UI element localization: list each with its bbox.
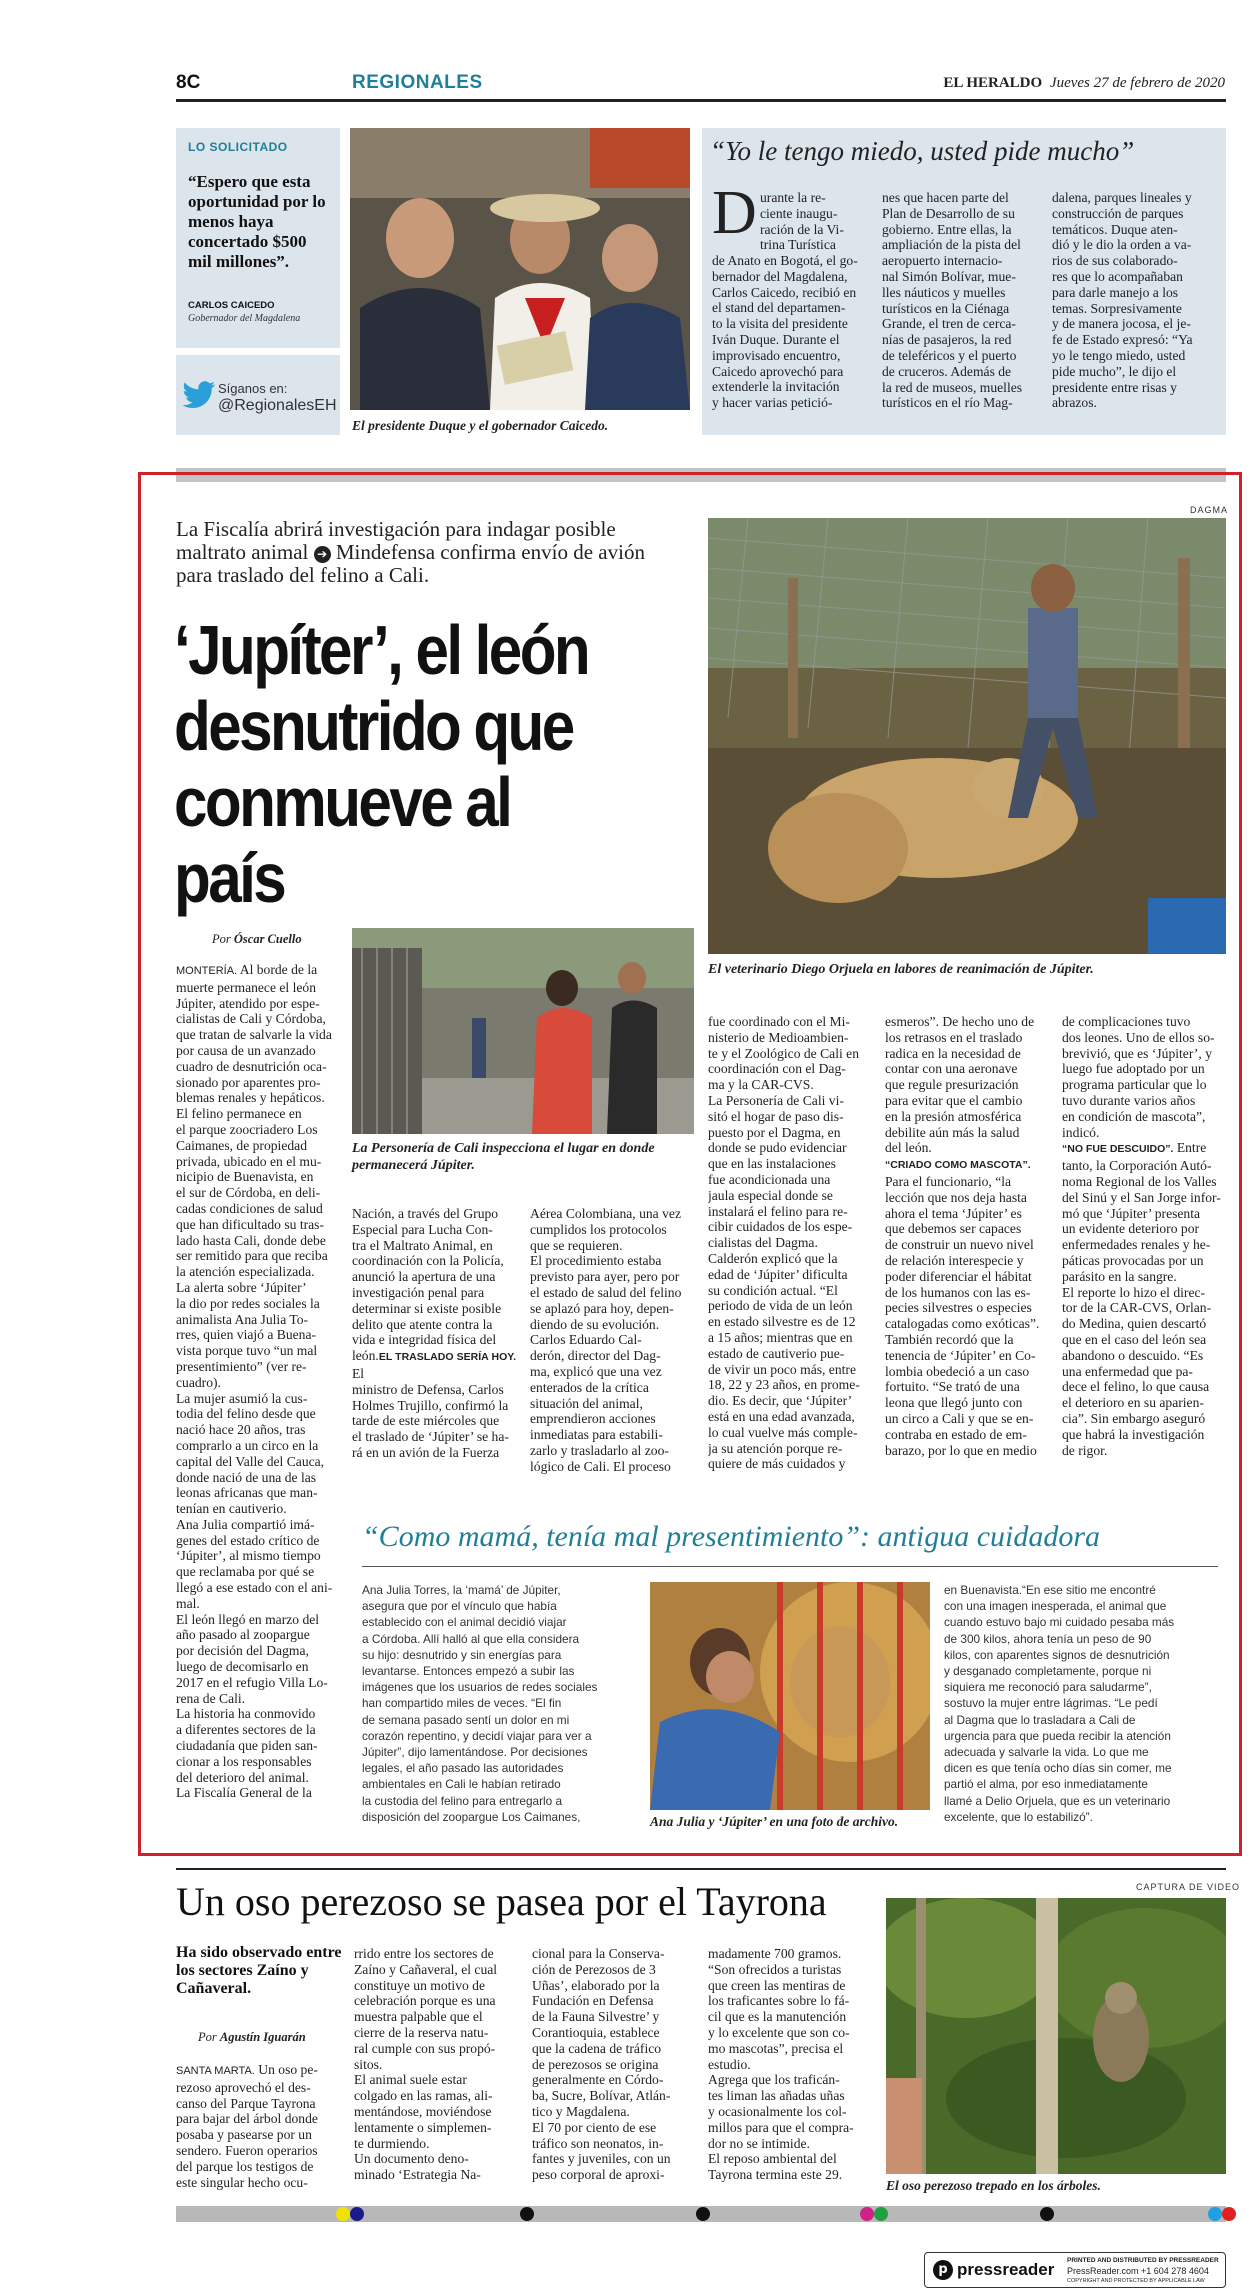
twitter-bird-icon xyxy=(182,381,216,409)
reg-mark-black-3 xyxy=(1040,2207,1054,2221)
byline-prefix: Por xyxy=(212,932,231,946)
lion-col2 xyxy=(352,1206,516,1506)
sloth-byline-author: Agustín Iguarán xyxy=(219,2030,306,2044)
quote-author-role: Gobernador del Magdalena xyxy=(188,313,301,324)
pressreader-line2: PressReader.com +1 604 278 4604 xyxy=(1067,2266,1209,2276)
sloth-col1-text: Un oso pe- rezoso aprovechó el des- canso del Parque Tayrona para bajar del árbol donde posaba y pasearse por un sendero. Fueron operarios del parque los testigos de este singular hecho ocu- xyxy=(176,2062,318,2190)
lion-col6-b: Entre tanto, la Corporación Autó- noma Regional de los Valles del Sinú y el San Jorge infor- mó que ‘Júpiter’ presenta un evidente deterioro por enfermedades renales y he- páticas provocadas por un parásito en la sangre. El reporte lo hizo el direc- tor de la CAR-CVS, Orlan- do Medina, quien descartó que en el caso del león sea abandono o descuido. “Es una enfermedad que pa- dece el felino, lo que causa el deterioro en su aparien- cia”. Sin embargo aseguró que habrá la investigación de rigor. xyxy=(1062,1140,1221,1458)
sloth-col3: cional para la Conserva- ción de Perezosos de 3 Uñas’, elaborado por la Fundación en Defensa de la Fauna Silvestre’ y Corantioquia, establece que la cadena de tráfico de perezosos se origina generalmente en Córdo- ba, Sucre, Bolívar, Atlán- tico y Magdalena. El 70 por ciento de ese tráfico son neonatos, in- fantes y juveniles, con un peso corporal de aproxi- xyxy=(532,1946,671,2183)
lion-col4: fue coordinado con el Mi- nisterio de Medioambien- te y el Zoológico de Cali en coordinación con el Dag- ma y la CAR-CVS. La Personería de Cali vi- sitó el hogar de paso dis- puesto por el Dagma, en donde se pudo evidenciar que en las instalaciones fue acondicionada una jaula especial donde se instalará el felino para re- cibir cuidados de los espe- cialistas del Dagma. Calderón explicó que la edad de ‘Júpiter’ dificulta su condición actual. “El periodo de vida de un león en estado silvestre es de 12 a 15 años; mientras que en estado de cautiverio pue- de vivir un poco más, entre 18, 22 y 23 años, en prome- dio. Es decir, que ‘Júpiter’ está en una edad avanzada, lo cual vuelve más comple- ja su atención porque re- quiere de más cuidados y xyxy=(708,1014,860,1472)
top-story-col2: nes que hacen parte del Plan de Desarrollo de su gobierno. Entre ellas, la ampliación de la pista del aeropuerto internacio- nal Simón Bolívar, mue- lles náuticos y muelles turísticos en la Ciénaga Grande, el tren de cerca- nías de pasajeros, la red de teleféricos y el puerto de cruceros. Además de la red de museos, muelles turísticos en el río Mag- xyxy=(882,190,1023,411)
lion-col5 xyxy=(885,1014,1047,1514)
reg-mark-magenta xyxy=(860,2207,874,2221)
sloth-dateline: SANTA MARTA. xyxy=(176,2065,255,2077)
lion-deck xyxy=(176,518,686,587)
top-story-col3: dalena, parques lineales y construcción de parques temáticos. Duque aten- dió y le dio la orden a va- rios de sus colaborado- res que lo acompañaban para darle manejo a los temas. Sorpresivamente y de manera jocosa, el je- fe de Estado expresó: “Ya yo le tengo miedo, usted pide mucho”, le dijo el presidente entre risas y abrazos. xyxy=(1052,190,1193,411)
ana-julia-photo xyxy=(650,1582,930,1810)
section-name: REGIONALES xyxy=(352,72,483,93)
header-rule xyxy=(176,99,1226,102)
lion-col1-text: Al borde de la muerte permanece el león Júpiter, atendido por espe- cialistas de Cali y Córdoba, que tratan de salvarle la vida por causa de un avanzado cuadro de desnutrición oca- sionado por aparentes pro- blemas renales y hepáticos. El felino permanece en el parque zoocriadero Los Caimanes, de propiedad privada, ubicado en el mu- nicipio de Buenavista, en el sur de Córdoba, en deli- cadas condiciones de salud que han dificultado su tras- lado hasta Cali, donde debe ser remitido para que reciba la atención especializada. La alerta sobre ‘Júpiter’ la dio por redes sociales la animalista Ana Julia To- rres, quien viajó a Buena- vista porque tuvo “un mal presentimiento” (ver re- cuadro). La mujer asumió la cus- todia del felino desde que nació hace 20 años, tras comprarlo a un circo en la capital del Valle del Cauca, donde nació de una de las leonas africanas que man- tenían en cautiverio. Ana Julia compartió imá- genes del estado crítico de ‘Júpiter’, al mismo tiempo que reclamaba por qué se llegó a ese estado con el ani- mal. El león llegó en marzo del año pasado al zoopargue por decisión del Dagma, luego de decomisarlo en 2017 en el refugio Villa Lo- rena de Cali. La historia ha conmovido a diferentes sectores de la ciudadanía que piden san- cionar a los responsables del deterioro del animal. La Fiscalía General de la xyxy=(176,962,333,1801)
lion-col5-b: Para el funcionario, “la lección que nos deja hasta ahora el tema ‘Júpiter’ es que debemos ser capaces de construir un nuevo nivel de relación interespecie y poder diferenciar el hábitat de los humanos con las es- pecies silvestres o especies catalogadas como exóticas”. También recordó que la tenencia de ‘Júpiter’ en Co- lombia obedeció a un caso fortuito. “Se trató de una leona que llegó junto con un circo a Cali y que se en- contraba en estado de em- barazo, por lo que en medio xyxy=(885,1173,1040,1458)
paper-name: EL HERALDO xyxy=(943,75,1043,91)
quote-author: CARLOS CAICEDO xyxy=(188,300,275,311)
reg-mark-blue xyxy=(350,2207,364,2221)
lion-col6-a: de complicaciones tuvo dos leones. Uno de ellos so- brevivió, que es ‘Júpiter’, y luego fue adoptado por un programa particular que lo tuvo durante varios años en condición de mascota”, indicó. xyxy=(1062,1014,1215,1140)
sloth-col1 xyxy=(176,2062,344,2202)
lion-col2-subhead: EL TRASLADO SERÍA HOY. xyxy=(378,1351,516,1364)
sloth-col2: rrido entre los sectores de Zaíno y Cañaveral, el cual constituye un motivo de celebración porque es una muestra palpable que el cierre de la reserva natu- ral cumple con sus propó- sitos. El animal suele estar colgado en las ramas, ali- mentándose, moviéndose lentamente o simplemen- te durmiendo. Un documento deno- minado ‘Estrategia Na- xyxy=(354,1946,498,2183)
pressreader-badge[interactable] xyxy=(924,2252,1226,2288)
box-col2: en Buenavista.“En ese sitio me encontré con una imagen inesperada, el animal que cuando estuvo bajo mi cuidado pesaba más de 300 kilos, ahora tenía un peso de 90 kilos, con aparentes signos de desnutrición y desganado completamente, porque ni siquiera me reconoció para saludarme”, sostuvo la mujer entre lágrimas. “Le pedí al Dagma que lo trasladara a Cali de urgencia para que pueda recibir la atención adecuada y salvarle la vida. Lo que me dicen es que tenía ocho días sin comer, me partió el alma, por eso inmediatamente llamé a Delio Orjuela, que es un veterinario excelente, que lo estabilizó”. xyxy=(944,1583,1175,1824)
top-story-col1: de Anato en Bogotá, el go- bernador del Magdalena, Carlos Caicedo, recibió en el stand del departamen- to la visita del presidente Iván Duque. Durante el improvisado encuentro, Caicedo aprovechó para extenderle la invitación y hacer varias petició- xyxy=(712,253,858,411)
lion-col1 xyxy=(176,962,340,1834)
duque-photo-caption: El presidente Duque y el gobernador Caicedo. xyxy=(352,418,609,433)
lion-col5-subhead: “CRIADO COMO MASCOTA”. xyxy=(885,1159,1031,1172)
pressreader-line3: COPYRIGHT AND PROTECTED BY APPLICABLE LAW xyxy=(1067,2278,1205,2284)
lion-vet-photo xyxy=(708,518,1226,954)
byline-author: Óscar Cuello xyxy=(233,932,302,946)
lion-dateline: MONTERÍA. xyxy=(176,965,238,977)
lion-byline xyxy=(212,932,302,947)
dagma-credit: DAGMA xyxy=(1190,505,1229,515)
sloth-byline-prefix: Por xyxy=(198,2030,217,2044)
registration-marks xyxy=(176,2207,1226,2221)
lion-col6-subhead: “NO FUE DESCUIDO”. xyxy=(1062,1143,1174,1156)
box-headline: “Como mamá, tenía mal presentimiento”: antigua cuidadora xyxy=(362,1520,1101,1553)
arrow-circle-icon: ➔ xyxy=(314,546,331,563)
lion-vet-caption: El veterinario Diego Orjuela en labores de reanimación de Júpiter. xyxy=(708,962,1094,977)
lion-col2-text: Nación, a través del Grupo Especial para Lucha Con- tra el Maltrato Animal, en coordinación con la Policía, anunció la apertura de una investigación penal para determinar si existe posible delito que atente contra la vida e integridad física del león. xyxy=(352,1206,504,1364)
reg-mark-cyan xyxy=(1208,2207,1222,2221)
lion-col6 xyxy=(1062,1014,1226,1514)
sloth-col4: madamente 700 gramos. “Son ofrecidos a turistas que creen las mentiras de los traficantes sobre lo fá- cil que es la manutención y lo excelente que son co- mo mascotas”, precisa el estudio. Agrega que los traficán- tes liman las añadas uñas y ocasionalmente los col- millos para que el compra- dor no se intimide. El reposo ambiental del Tayrona termina este 29. xyxy=(708,1946,854,2183)
pressreader-line1: PRINTED AND DISTRIBUTED BY PRESSREADER xyxy=(1067,2257,1219,2264)
pressreader-brand: pressreader xyxy=(957,2260,1055,2279)
box-headline-rule xyxy=(362,1566,1218,1567)
masthead xyxy=(943,75,1225,92)
twitter-handle[interactable]: @RegionalesEH xyxy=(218,397,337,414)
sloth-byline xyxy=(198,2030,306,2045)
sloth-photo-credit: CAPTURA DE VIDEO xyxy=(1136,1882,1241,1892)
personeria-photo xyxy=(352,928,694,1134)
reg-mark-red xyxy=(1222,2207,1236,2221)
top-story-col1-first: urante la re- ciente inaugu- ración de la Vi- trina Turística xyxy=(760,190,844,253)
follow-label: Síganos en: xyxy=(218,381,288,396)
lion-col2-rest: El ministro de Defensa, Carlos Holmes Trujillo, confirmó la tarde de este miércoles que el traslado de ‘Júpiter’ se ha- rá en un avión de la Fuerza xyxy=(352,1365,509,1460)
sidebar-quote: “Espero que esta oportunidad por lo menos haya concertado $500 mil millones”. xyxy=(188,172,326,271)
ana-julia-caption: Ana Julia y ‘Júpiter’ en una foto de archivo. xyxy=(650,1814,899,1829)
lion-col5-a: esmeros”. De hecho uno de los retrasos en el traslado radica en la necesidad de contar con una aeronave que regule presurización para evitar que el cambio en la presión atmosférica debilite aún más la salud del león. xyxy=(885,1014,1035,1156)
top-story-box xyxy=(702,128,1226,435)
lion-deck-part2: Mindefensa confirma envío de avión para traslado del felino a Cali. xyxy=(176,540,645,587)
sloth-top-rule xyxy=(176,1868,1226,1870)
duque-caicedo-photo xyxy=(350,128,690,410)
lion-headline: ‘Jupíter’, el león desnutrido que conmueve al país xyxy=(174,611,589,917)
sidebar-label: LO SOLICITADO xyxy=(188,140,288,154)
drop-cap: D xyxy=(712,179,757,247)
sloth-photo xyxy=(886,1898,1226,2174)
issue-date: Jueves 27 de febrero de 2020 xyxy=(1049,75,1225,91)
social-box xyxy=(176,355,340,435)
top-story-headline: “Yo le tengo miedo, usted pide mucho” xyxy=(710,136,1135,166)
reg-mark-yellow xyxy=(336,2207,350,2221)
pressreader-logo-icon: p xyxy=(933,2260,953,2280)
reg-mark-green xyxy=(874,2207,888,2221)
lion-col3: Aérea Colombiana, una vez cumplidos los protocolos que se requieren. El procedimiento estaba previsto para ayer, pero por el estado de salud del felino se aplazó para hoy, depen- diendo de su evolución. Carlos Eduardo Cal- derón, director del Dag- ma, explicó que una vez enterados de la crítica situación del animal, emprendieron acciones inmediatas para estabili- zarlo y trasladarlo al zoo- lógico de Cali. El proceso xyxy=(530,1206,682,1474)
sloth-deck: Ha sido observado entre los sectores Zaíno y Cañaveral. xyxy=(176,1944,342,1997)
lion-deck-part1: La Fiscalía abrirá investigación para indagar posible maltrato animal xyxy=(176,517,616,564)
page-number: 8C xyxy=(176,72,201,93)
sloth-headline: Un oso perezoso se pasea por el Tayrona xyxy=(176,1879,827,1924)
reg-mark-black-2 xyxy=(696,2207,710,2221)
box-col1: Ana Julia Torres, la ‘mamá’ de Júpiter, asegura que por el vínculo que había establecido con el animal decidió viajar a Córdoba. Allí halló al que ella considera su hijo: desnutrido y sin energías para levantarse. Entonces empezó a subir las imágenes que los usuarios de redes sociales han compartido miles de veces. “El fin de semana pasado sentí un dolor en mi corazón repentino, y decidí viajar para ver a Júpiter”, dijo lamentándose. Por decisiones legales, el año pasado las autoridades ambientales en Cali le habían retirado la custodia del felino para entregarlo a disposición del zoopargue Los Caimanes, xyxy=(362,1583,598,1824)
sidebar-quote-box xyxy=(176,128,340,348)
personeria-caption: La Personería de Cali inspecciona el lugar en donde permanecerá Júpiter. xyxy=(352,1141,655,1173)
sloth-photo-caption: El oso perezoso trepado en los árboles. xyxy=(886,2178,1101,2193)
reg-mark-black-1 xyxy=(520,2207,534,2221)
